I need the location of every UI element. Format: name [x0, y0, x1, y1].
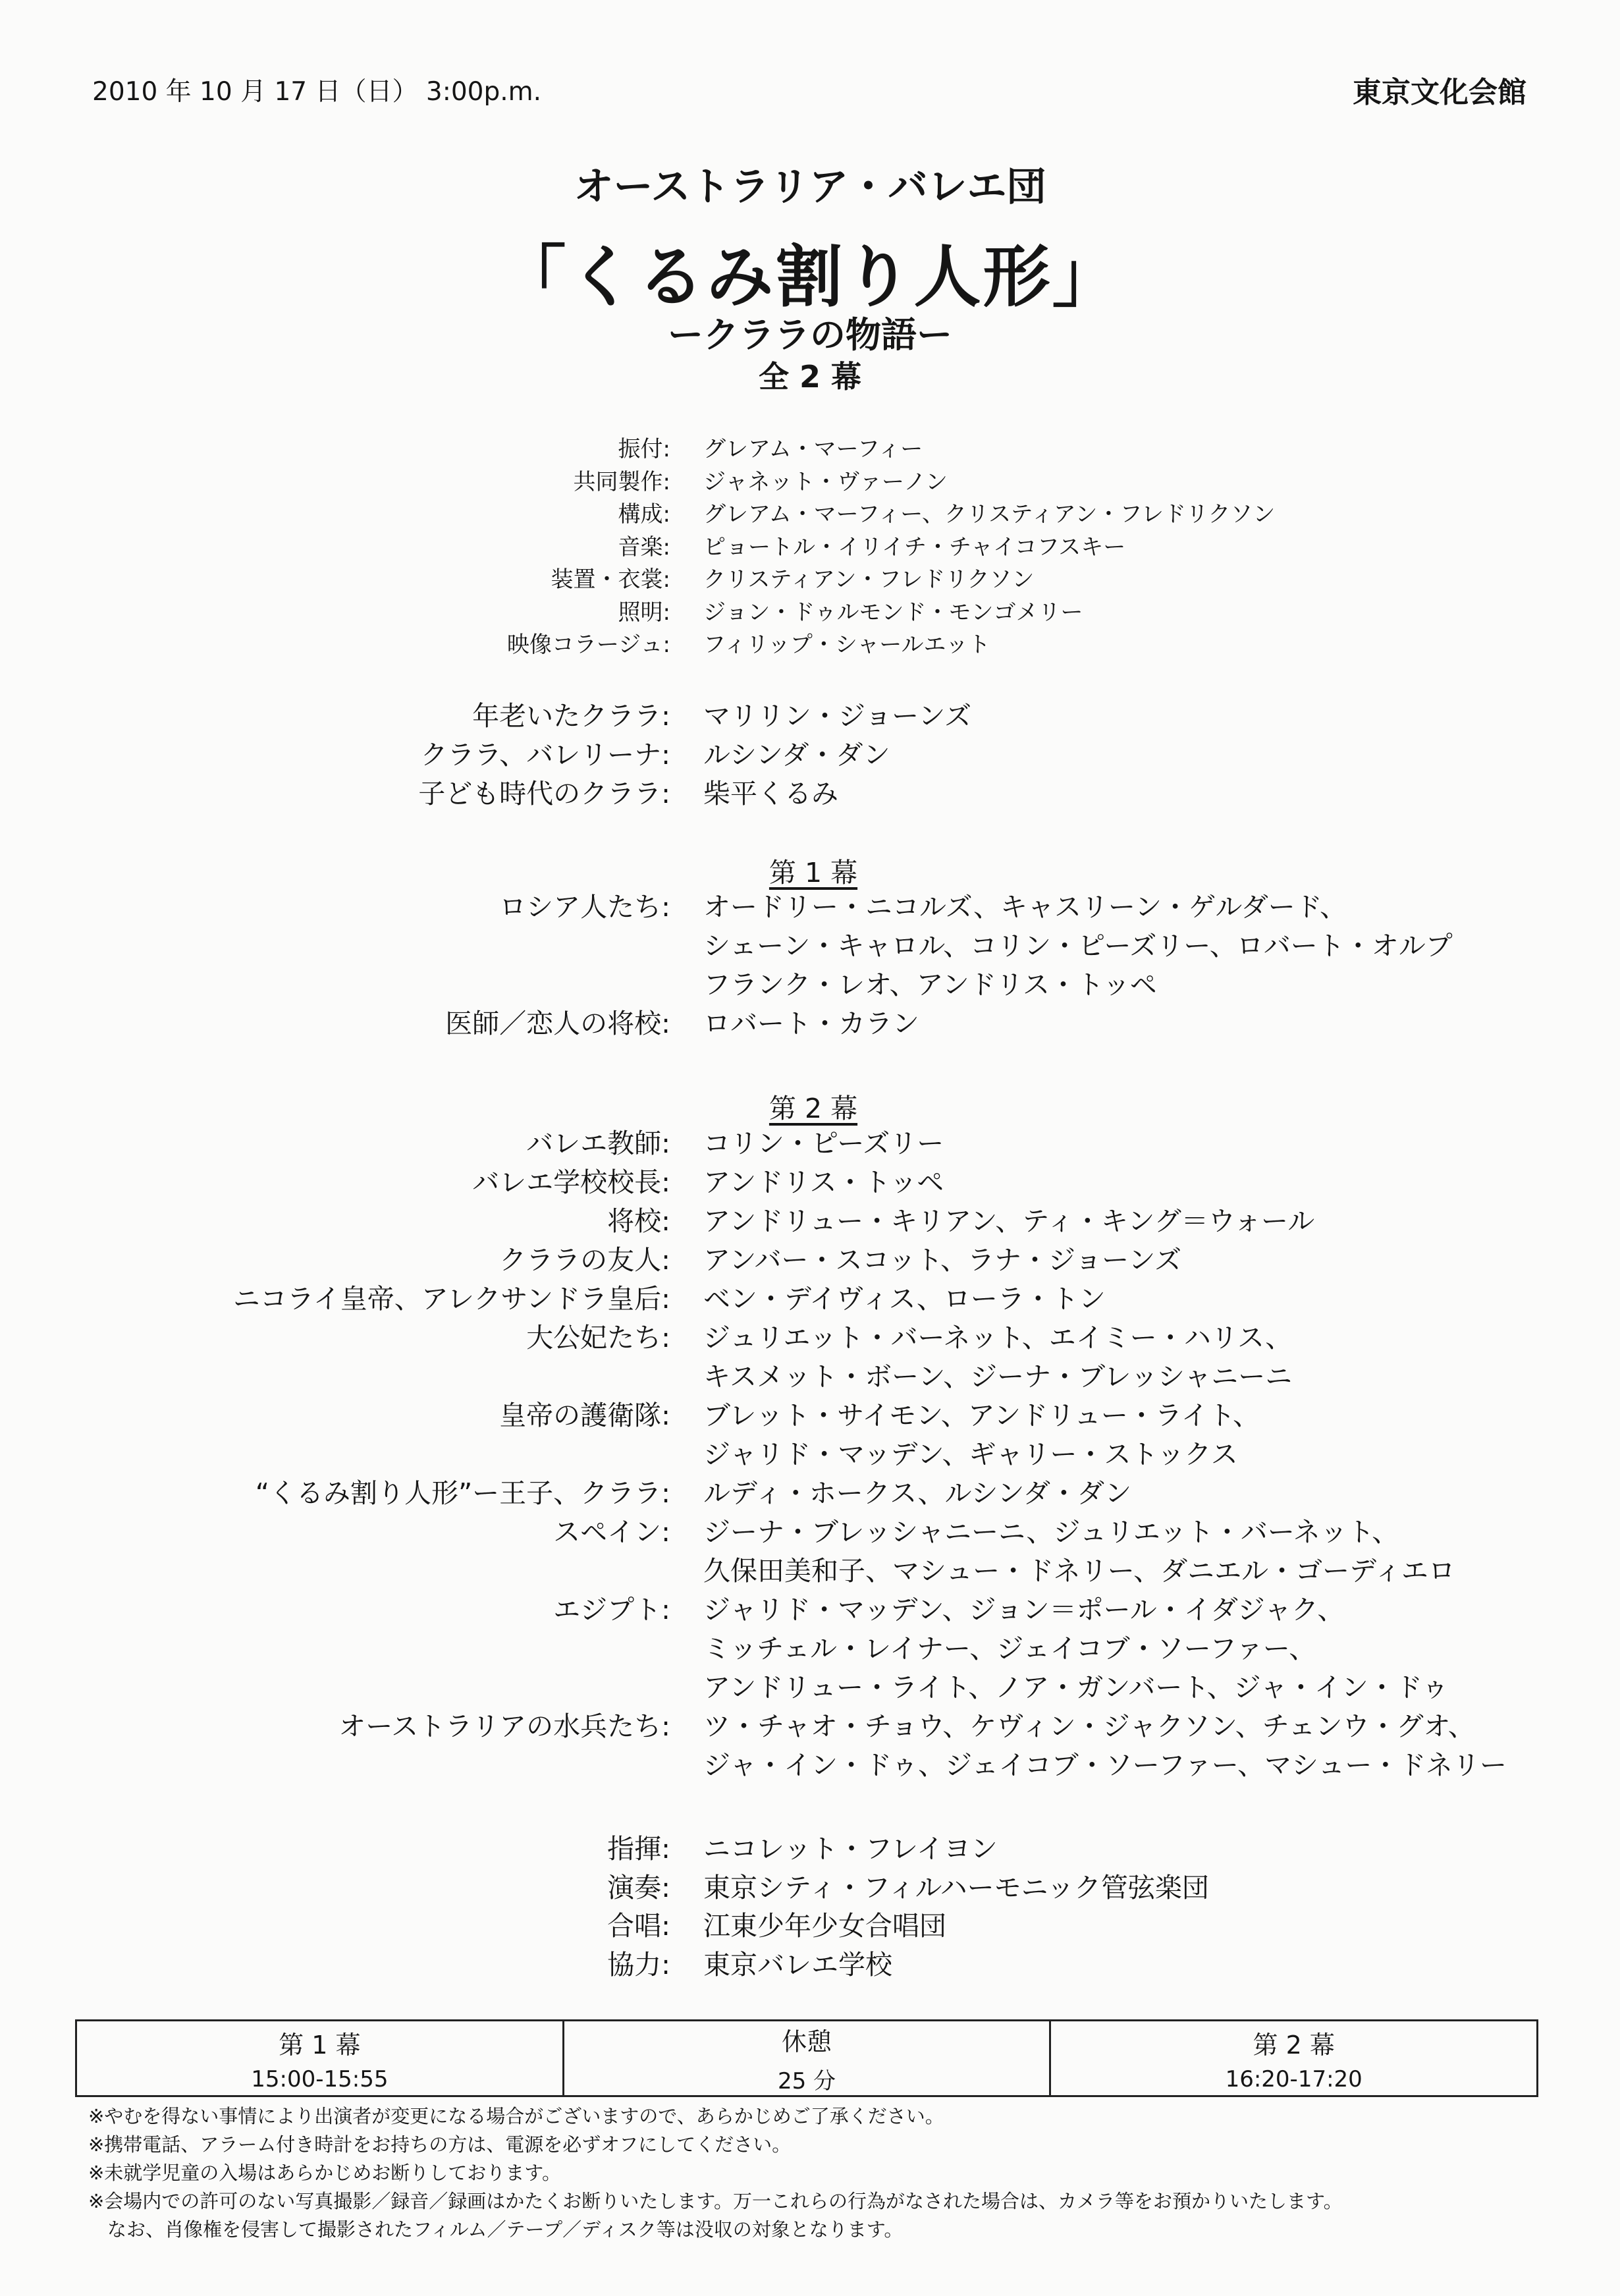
credit-label: 演奏: [607, 1871, 670, 1903]
role-name: 将校: [607, 1205, 670, 1237]
credit-label: 映像コラージュ: [506, 632, 670, 658]
role-name: ロシア人たち: [499, 891, 670, 923]
performer-names: ミッチェル・レイナー、ジェイコブ・ソーファー、 [703, 1633, 1316, 1664]
credit-row [0, 496, 1620, 529]
cast-row [0, 1471, 1620, 1510]
credit-row [0, 431, 1620, 464]
performer-names: 久保田美和子、マシュー・ドネリー、ダニエル・ゴーディエロ [703, 1555, 1455, 1587]
credit-label: 協力: [607, 1948, 670, 1981]
credit-value: ジャネット・ヴァーノン [703, 468, 948, 495]
act-heading: 第 2 幕 [769, 1093, 858, 1124]
performer-names: ジーナ・ブレッシャニーニ、ジュリエット・バーネット、 [703, 1516, 1399, 1548]
cast-row [0, 1316, 1620, 1354]
performer-names: ジャ・イン・ドゥ、ジェイコブ・ソーファー、マシュー・ドネリー [703, 1749, 1507, 1781]
credit-row [0, 772, 1620, 810]
credit-label: 音楽: [618, 533, 670, 560]
cast-row [0, 1705, 1620, 1743]
performer-names: アンドリュー・ライト、ノア・ガンバート、ジャ・イン・ドゥ [703, 1672, 1449, 1703]
credit-value: 東京バレエ学校 [703, 1948, 892, 1981]
credit-row [0, 594, 1620, 627]
credit-row [0, 1827, 1620, 1865]
cast-row [0, 1433, 1620, 1471]
role-name: スペイン: [553, 1516, 670, 1548]
performer-names: ジャリド・マッデン、ジョン＝ポール・イダジャク、 [703, 1594, 1345, 1626]
credit-value: ルシンダ・ダン [703, 739, 890, 771]
credit-label: 振付: [618, 436, 670, 462]
credit-value: 柴平くるみ [703, 778, 838, 809]
performer-names: ブレット・サイモン、アンドリュー・ライト、 [703, 1400, 1260, 1431]
cast-row [0, 1394, 1620, 1432]
credit-value: 江東少年少女合唱団 [703, 1910, 946, 1942]
credit-label: 年老いたクララ: [472, 700, 670, 732]
cast-row [0, 1743, 1620, 1782]
schedule-label: 第 2 幕 [1253, 2030, 1335, 2060]
credit-value: ニコレット・フレイヨン [703, 1833, 998, 1865]
performer-names: ジャリド・マッデン、ギャリー・ストックス [703, 1438, 1238, 1470]
notice-line: ※未就学児童の入場はあらかじめお断りしております。 [88, 2162, 561, 2184]
schedule-time: 25 分 [777, 2068, 836, 2094]
cast-row [0, 1161, 1620, 1199]
role-name: 医師／恋人の将校: [445, 1008, 670, 1039]
credit-row [0, 561, 1620, 594]
credit-label: 合唱: [607, 1910, 670, 1942]
performer-names: ツ・チャオ・チョウ、ケヴィン・ジャクソン、チェンウ・グオ、 [703, 1710, 1475, 1742]
credit-value: ピョートル・イリイチ・チャイコフスキー [703, 533, 1126, 560]
performer-names: ベン・デイヴィス、ローラ・トン [703, 1283, 1106, 1315]
performer-names: ロバート・カラン [703, 1008, 919, 1039]
cast-row [0, 1238, 1620, 1276]
role-name: エジプト: [553, 1594, 670, 1626]
role-name: “くるみ割り人形”ー王子、クララ: [255, 1477, 670, 1509]
credit-row [0, 694, 1620, 732]
schedule-cell [564, 2021, 1052, 2095]
credit-row [0, 464, 1620, 497]
cast-row [0, 924, 1620, 962]
cast-row [0, 1588, 1620, 1626]
performer-names: ジュリエット・バーネット、エイミー・ハリス、 [703, 1322, 1293, 1353]
role-name: バレエ学校校長: [472, 1166, 670, 1198]
credit-row [0, 1943, 1620, 1981]
notice-line: ※やむを得ない事情により出演者が変更になる場合がございますので、あらかじめご了承ください。 [88, 2105, 944, 2127]
act-count: 全 2 幕 [758, 359, 862, 395]
program-title: 「くるみ割り人形」 [499, 238, 1121, 317]
credit-row [0, 626, 1620, 659]
credit-value: フィリップ・シャールエット [703, 632, 990, 658]
role-name: クララの友人: [499, 1244, 670, 1276]
performer-names: アンドリス・トッペ [703, 1166, 944, 1198]
act-heading: 第 1 幕 [769, 857, 858, 888]
performer-names: ルディ・ホークス、ルシンダ・ダン [703, 1477, 1132, 1509]
credit-value: グレアム・マーフィー、クリスティアン・フレドリクソン [703, 501, 1276, 528]
schedule-time: 16:20-17:20 [1225, 2065, 1363, 2092]
credit-value: ジョン・ドゥルモンド・モンゴメリー [703, 599, 1083, 626]
cast-row [0, 963, 1620, 1001]
program-subtitle: ークララの物語ー [668, 314, 952, 356]
performer-names: シェーン・キャロル、コリン・ピーズリー、ロバート・オルプ [703, 930, 1453, 962]
credit-row [0, 529, 1620, 562]
credit-label: クララ、バレリーナ: [420, 739, 670, 771]
cast-row [0, 1122, 1620, 1160]
role-name: オーストラリアの水兵たち: [338, 1710, 670, 1742]
venue-name: 東京文化会館 [1353, 76, 1526, 109]
schedule-cell [1051, 2021, 1536, 2095]
schedule-label: 休憩 [782, 2027, 832, 2056]
cast-row [0, 1277, 1620, 1315]
notice-line: ※会場内での許可のない写真撮影／録音／録画はかたくお断りいたします。万一これらの行為がなされた場合は、カメラ等をお預かりいたします。 [88, 2190, 1343, 2212]
performer-names: オードリー・ニコルズ、キャスリーン・ゲルダード、 [703, 891, 1347, 923]
credit-value: マリリン・ジョーンズ [703, 700, 972, 732]
notice-line: なお、肖像権を侵害して撮影されたフィルム／テープ／ディスク等は没収の対象となります。 [88, 2218, 904, 2241]
credit-value: 東京シティ・フィルハーモニック管弦楽団 [703, 1871, 1209, 1903]
cast-row [0, 1510, 1620, 1548]
cast-row [0, 1199, 1620, 1238]
schedule-label: 第 1 幕 [279, 2030, 361, 2060]
notice-list [88, 2102, 1570, 2244]
performer-names: アンバー・スコット、ラナ・ジョーンズ [703, 1244, 1182, 1276]
role-name: 大公妃たち: [526, 1322, 670, 1353]
cast-row [0, 1355, 1620, 1393]
credit-row [0, 733, 1620, 771]
schedule-cell [77, 2021, 564, 2095]
role-name: バレエ教師: [526, 1128, 670, 1159]
performer-names: コリン・ピーズリー [703, 1128, 944, 1159]
cast-row [0, 1002, 1620, 1040]
credit-label: 構成: [618, 501, 670, 528]
role-name: 皇帝の護衛隊: [499, 1400, 670, 1431]
performer-names: フランク・レオ、アンドリス・トッペ [703, 969, 1157, 1000]
role-name: ニコライ皇帝、アレクサンドラ皇后: [232, 1283, 670, 1315]
credit-label: 装置・衣裳: [551, 566, 670, 593]
credit-row [0, 1904, 1620, 1942]
performer-names: アンドリュー・キリアン、ティ・キング＝ウォール [703, 1205, 1315, 1237]
credit-label: 子ども時代のクララ: [418, 778, 670, 809]
performance-date: 2010 年 10 月 17 日（日） 3:00p.m. [92, 77, 542, 107]
credit-label: 指揮: [607, 1833, 670, 1865]
credit-row [0, 1866, 1620, 1904]
cast-row [0, 1627, 1620, 1665]
cast-row [0, 1666, 1620, 1704]
credit-label: 照明: [618, 599, 670, 626]
schedule-table [75, 2019, 1538, 2097]
company-name: オーストラリア・バレエ団 [574, 164, 1046, 210]
cast-row [0, 1549, 1620, 1587]
cast-row [0, 885, 1620, 923]
performer-names: キスメット・ボーン、ジーナ・ブレッシャニーニ [703, 1361, 1293, 1392]
credit-label: 共同製作: [573, 468, 670, 495]
credit-value: クリスティアン・フレドリクソン [703, 566, 1035, 593]
schedule-time: 15:00-15:55 [251, 2065, 389, 2092]
credit-value: グレアム・マーフィー [703, 436, 923, 462]
notice-line: ※携帯電話、アラーム付き時計をお持ちの方は、電源を必ずオフにしてください。 [88, 2133, 792, 2156]
